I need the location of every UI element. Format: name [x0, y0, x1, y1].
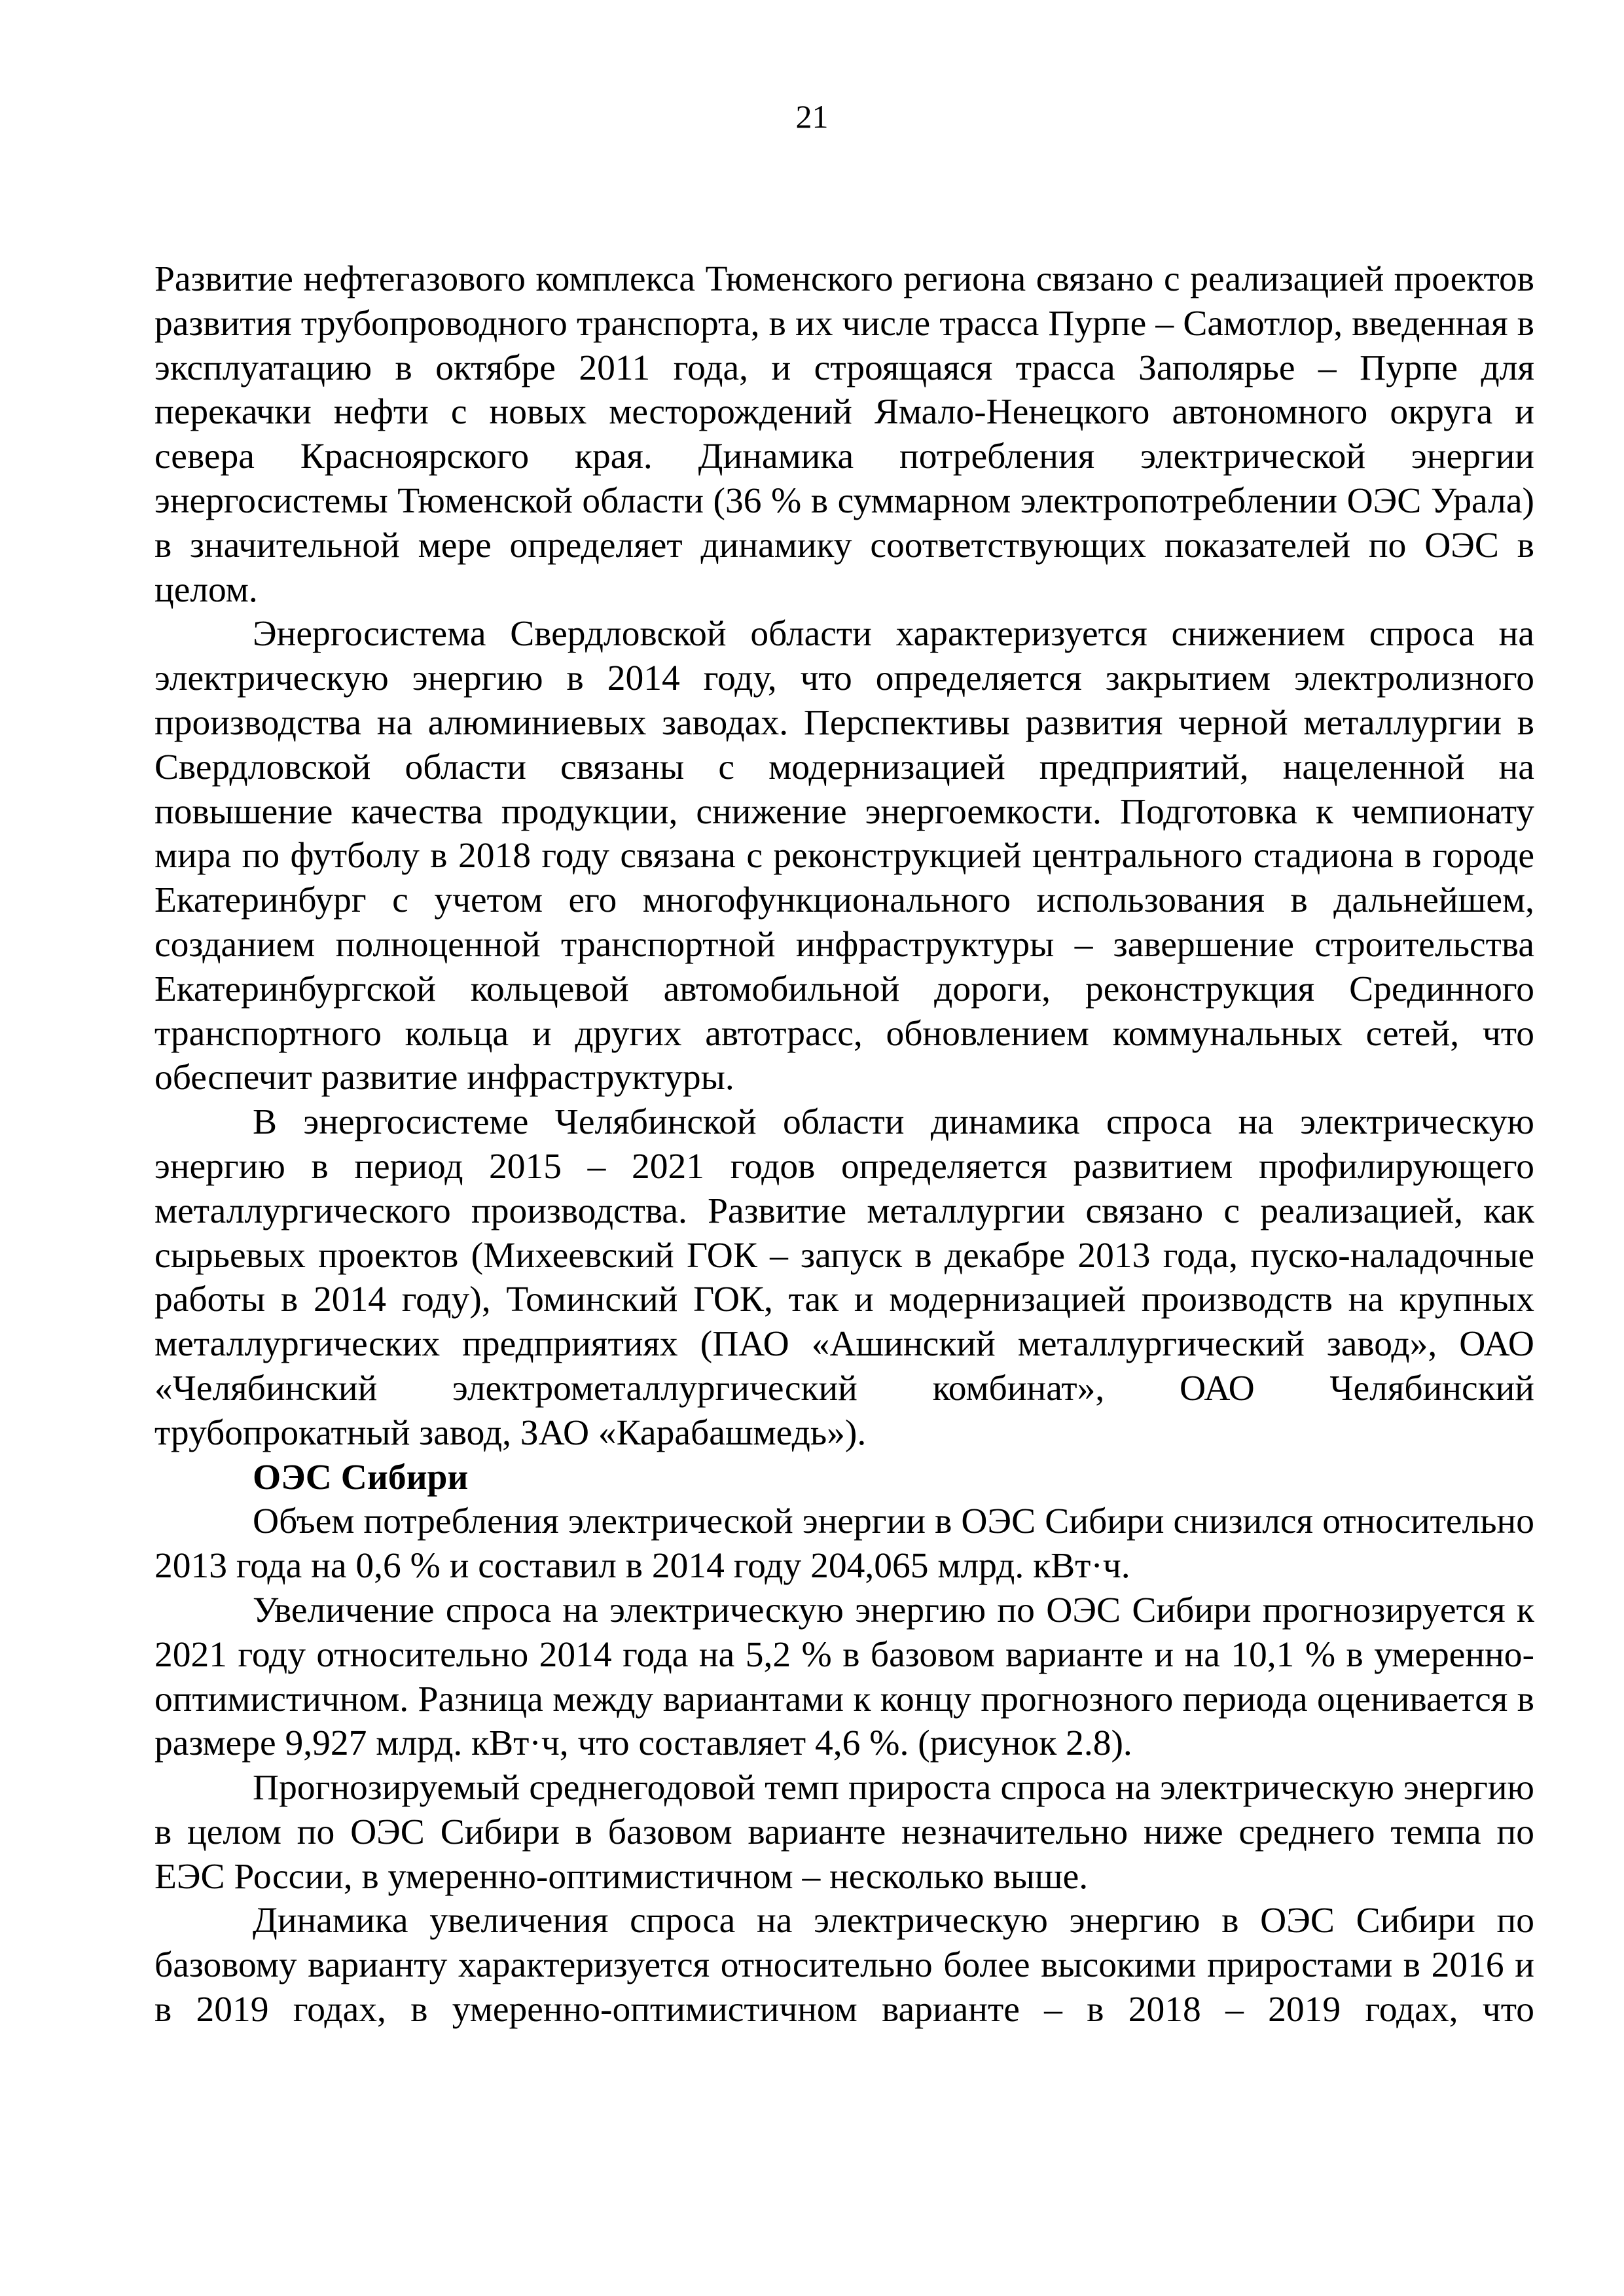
- paragraph-growth-rate: Прогнозируемый среднегодовой темп прироста спроса на электрическую энергию в целом по ОЭС Сибири в базовом варианте незначительно ниже среднего темпа по ЕЭС России, в умеренно-оптимистичном – несколько выше.: [154, 1768, 1534, 1897]
- section-heading: ОЭС Сибири: [253, 1457, 469, 1498]
- page-number: 21: [795, 98, 829, 135]
- document-body: [154, 257, 1534, 2032]
- paragraph-consumption-volume: Объем потребления электрической энергии в ОЭС Сибири снизился относительно 2013 года на 0,6 % и составил в 2014 году 204,065 млрд. кВт·ч.: [154, 1501, 1534, 1587]
- paragraph-sverdlovsk: Энергосистема Свердловской области характеризуется снижением спроса на электрическую энергию в 2014 году, что определяется закрытием электролизного производства на алюминиевых заводах. Перспективы развития черной металлургии в Свердловской области связаны с модернизацией предприятий, нацеленной на повышение качества продукции, снижение энергоемкости. Подготовка к чемпионату мира по футболу в 2018 году связана с реконструкцией центрального стадиона в городе Екатеринбург с учетом его многофункционального использования в дальнейшем, созданием полноценной транспортной инфраструктуры – завершение строительства Екатеринбургской кольцевой автомобильной дороги, реконструкция Срединного транспортного кольца и других автотрасс, обновлением коммунальных сетей, что обеспечит развитие инфраструктуры.: [154, 614, 1534, 1098]
- paragraph-chelyabinsk: В энергосистеме Челябинской области динамика спроса на электрическую энергию в период 2015 – 2021 годов определяется развитием профилирующего металлургического производства. Развитие металлургии связано с реализацией, как сырьевых проектов (Михеевский ГОК – запуск в декабре 2013 года, пуско-наладочные работы в 2014 году), Томинский ГОК, так и модернизацией производств на крупных металлургических предприятиях (ПАО «Ашинский металлургический завод», ОАО «Челябинский электрометаллургический комбинат», ОАО Челябинский трубопрокатный завод, ЗАО «Карабашмедь»).: [154, 1102, 1534, 1453]
- paragraph-demand-increase: Увеличение спроса на электрическую энергию по ОЭС Сибири прогнозируется к 2021 году относительно 2014 года на 5,2 % в базовом варианте и на 10,1 % в умеренно-оптимистичном. Разница между вариантами к концу прогнозного периода оценивается в размере 9,927 млрд. кВт·ч, что составляет 4,6 %. (рисунок 2.8).: [154, 1590, 1534, 1764]
- paragraph-tyumen: Развитие нефтегазового комплекса Тюменского региона связано с реализацией проектов развития трубопроводного транспорта, в их числе трасса Пурпе – Самотлор, введенная в эксплуатацию в октябре 2011 года, и строящаяся трасса Заполярье – Пурпе для перекачки нефти с новых месторождений Ямало-Ненецкого автономного округа и севера Красноярского края. Динамика потребления электрической энергии энергосистемы Тюменской области (36 % в суммарном электропотреблении ОЭС Урала) в значительной мере определяет динамику соответствующих показателей по ОЭС в целом.: [154, 259, 1534, 610]
- paragraph-demand-dynamics: Динамика увеличения спроса на электрическую энергию в ОЭС Сибири по базовому варианту характеризуется относительно более высокими приростами в 2016 и в 2019 годах, в умеренно-оптимистичном варианте – в 2018 – 2019 годах, что: [154, 1901, 1534, 2030]
